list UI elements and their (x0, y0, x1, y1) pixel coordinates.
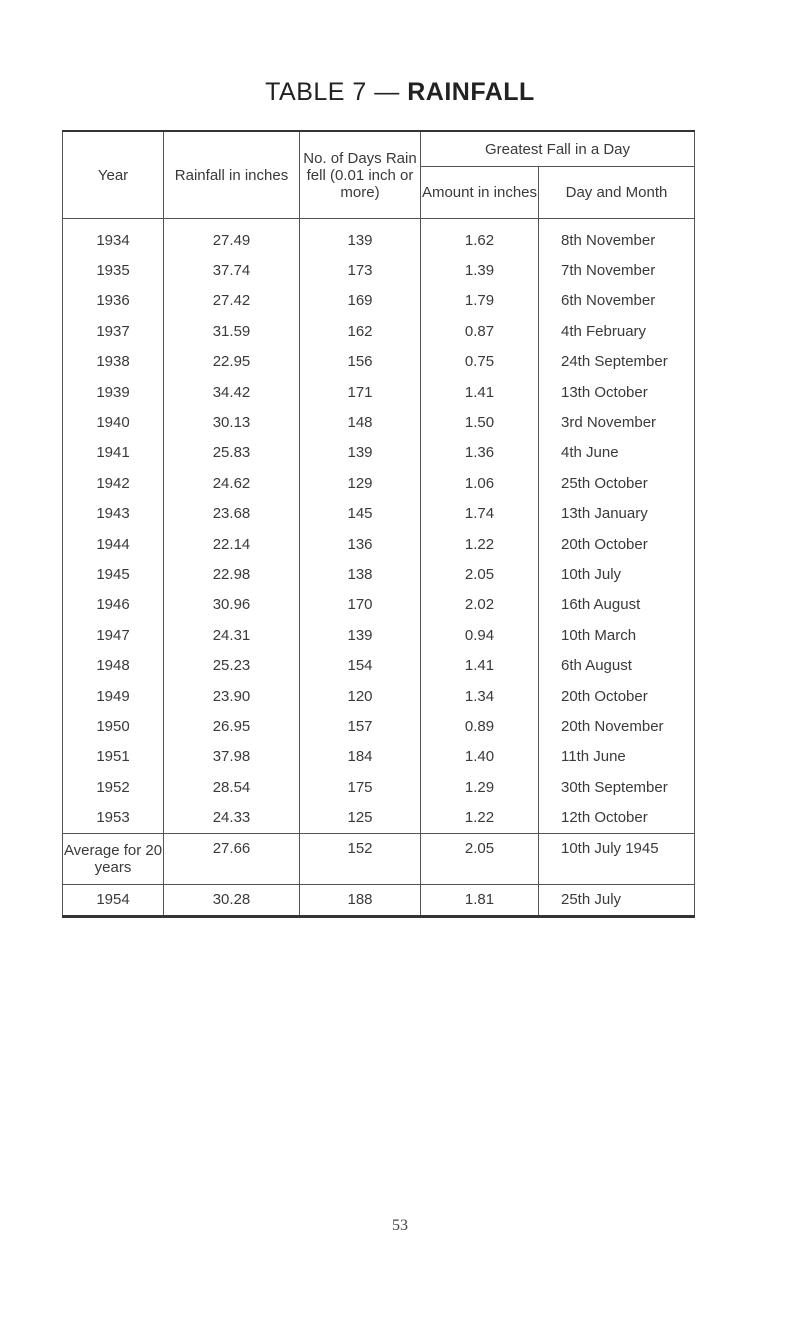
date-cell: 3rd November (539, 407, 695, 437)
year-cell: 1942 (63, 468, 164, 498)
days-cell: 156 (300, 347, 421, 377)
table-row (63, 802, 695, 833)
year-cell: 1951 (63, 742, 164, 772)
rainfall-cell: 27.49 (164, 219, 300, 256)
year-cell: 1938 (63, 347, 164, 377)
date-cell: 10th July (539, 559, 695, 589)
year-cell: 1947 (63, 620, 164, 650)
header-days: No. of Days Rain fell (0.01 inch or more) (300, 131, 421, 219)
amount-cell: 0.94 (421, 620, 539, 650)
rainfall-cell: 25.23 (164, 650, 300, 680)
rainfall-cell: 23.68 (164, 499, 300, 529)
date-cell: 13th January (539, 499, 695, 529)
date-cell: 20th November (539, 711, 695, 741)
amount-cell: 1.40 (421, 742, 539, 772)
year-cell: 1953 (63, 802, 164, 833)
rainfall-cell: 34.42 (164, 377, 300, 407)
amount-cell: 1.39 (421, 255, 539, 285)
amount-cell: 1.29 (421, 772, 539, 802)
header-year: Year (63, 131, 164, 219)
date-cell: 8th November (539, 219, 695, 256)
header-amount: Amount in inches (421, 167, 539, 219)
title-main: RAINFALL (407, 78, 535, 106)
days-cell: 162 (300, 316, 421, 346)
date-cell: 10th March (539, 620, 695, 650)
header-day-month: Day and Month (539, 167, 695, 219)
year-cell: 1940 (63, 407, 164, 437)
table-row (63, 468, 695, 498)
year-cell: 1952 (63, 772, 164, 802)
days-cell: 184 (300, 742, 421, 772)
average-amount: 2.05 (421, 833, 539, 884)
rainfall-cell: 37.74 (164, 255, 300, 285)
days-cell: 148 (300, 407, 421, 437)
amount-cell: 1.62 (421, 219, 539, 256)
year-cell: 1934 (63, 219, 164, 256)
year-cell: 1936 (63, 286, 164, 316)
rainfall-cell: 23.90 (164, 681, 300, 711)
days-cell: 171 (300, 377, 421, 407)
year-cell: 1935 (63, 255, 164, 285)
days-cell: 129 (300, 468, 421, 498)
days-cell: 125 (300, 802, 421, 833)
year-cell: 1948 (63, 650, 164, 680)
date-cell: 4th June (539, 438, 695, 468)
table-row (63, 559, 695, 589)
amount-cell: 1.22 (421, 529, 539, 559)
date-cell: 4th February (539, 316, 695, 346)
year-cell: 1939 (63, 377, 164, 407)
year-cell: 1950 (63, 711, 164, 741)
table-body (63, 219, 695, 834)
days-cell: 169 (300, 286, 421, 316)
year-cell: 1954 (63, 884, 164, 916)
table-row (63, 377, 695, 407)
year-cell: 1946 (63, 590, 164, 620)
rainfall-cell: 27.42 (164, 286, 300, 316)
days-cell: 136 (300, 529, 421, 559)
days-cell: 139 (300, 438, 421, 468)
days-cell: 145 (300, 499, 421, 529)
average-date: 10th July 1945 (539, 833, 695, 884)
rainfall-cell: 28.54 (164, 772, 300, 802)
table-row (63, 316, 695, 346)
amount-cell: 1.74 (421, 499, 539, 529)
date-cell: 24th September (539, 347, 695, 377)
rainfall-cell: 26.95 (164, 711, 300, 741)
table-row (63, 742, 695, 772)
date-cell: 25th October (539, 468, 695, 498)
date-cell: 16th August (539, 590, 695, 620)
page-number: 53 (392, 1217, 408, 1234)
year-cell: 1949 (63, 681, 164, 711)
title-prefix: TABLE 7 — (265, 78, 408, 106)
year-cell: 1944 (63, 529, 164, 559)
rainfall-cell: 30.13 (164, 407, 300, 437)
date-cell: 20th October (539, 681, 695, 711)
amount-cell: 2.02 (421, 590, 539, 620)
amount-cell: 1.81 (421, 884, 539, 916)
days-cell: 173 (300, 255, 421, 285)
date-cell: 13th October (539, 377, 695, 407)
rainfall-table (62, 130, 695, 918)
average-row (63, 833, 695, 884)
table-row (63, 681, 695, 711)
date-cell: 11th June (539, 742, 695, 772)
table-title (0, 78, 800, 107)
table-row (63, 407, 695, 437)
date-cell: 6th November (539, 286, 695, 316)
table-row (63, 347, 695, 377)
rainfall-cell: 30.96 (164, 590, 300, 620)
amount-cell: 1.79 (421, 286, 539, 316)
rainfall-cell: 24.62 (164, 468, 300, 498)
year-cell: 1941 (63, 438, 164, 468)
amount-cell: 1.36 (421, 438, 539, 468)
rainfall-cell: 24.33 (164, 802, 300, 833)
days-cell: 175 (300, 772, 421, 802)
table-row (63, 219, 695, 256)
year-cell: 1945 (63, 559, 164, 589)
amount-cell: 0.87 (421, 316, 539, 346)
days-cell: 170 (300, 590, 421, 620)
amount-cell: 1.22 (421, 802, 539, 833)
table-row (63, 286, 695, 316)
header-rainfall: Rainfall in inches (164, 131, 300, 219)
year-cell: 1937 (63, 316, 164, 346)
table-row (63, 438, 695, 468)
rainfall-cell: 37.98 (164, 742, 300, 772)
table-row (63, 255, 695, 285)
table-row (63, 499, 695, 529)
rainfall-cell: 22.95 (164, 347, 300, 377)
rainfall-cell: 25.83 (164, 438, 300, 468)
rainfall-cell: 22.14 (164, 529, 300, 559)
table-row (63, 772, 695, 802)
days-cell: 120 (300, 681, 421, 711)
days-cell: 139 (300, 219, 421, 256)
rainfall-cell: 31.59 (164, 316, 300, 346)
days-cell: 157 (300, 711, 421, 741)
table-row-1954 (63, 884, 695, 916)
rainfall-cell: 24.31 (164, 620, 300, 650)
table-row (63, 529, 695, 559)
table-row (63, 650, 695, 680)
amount-cell: 1.41 (421, 377, 539, 407)
table-row (63, 590, 695, 620)
amount-cell: 0.75 (421, 347, 539, 377)
date-cell: 20th October (539, 529, 695, 559)
average-rainfall: 27.66 (164, 833, 300, 884)
date-cell: 25th July (539, 884, 695, 916)
date-cell: 7th November (539, 255, 695, 285)
amount-cell: 1.41 (421, 650, 539, 680)
date-cell: 12th October (539, 802, 695, 833)
days-cell: 154 (300, 650, 421, 680)
table-row (63, 620, 695, 650)
average-days: 152 (300, 833, 421, 884)
days-cell: 139 (300, 620, 421, 650)
amount-cell: 1.34 (421, 681, 539, 711)
table-row (63, 711, 695, 741)
average-label: Average for 20 years (63, 833, 164, 884)
amount-cell: 0.89 (421, 711, 539, 741)
days-cell: 188 (300, 884, 421, 916)
amount-cell: 2.05 (421, 559, 539, 589)
date-cell: 6th August (539, 650, 695, 680)
header-greatest-fall: Greatest Fall in a Day (421, 131, 695, 167)
amount-cell: 1.06 (421, 468, 539, 498)
date-cell: 30th September (539, 772, 695, 802)
amount-cell: 1.50 (421, 407, 539, 437)
rainfall-cell: 22.98 (164, 559, 300, 589)
days-cell: 138 (300, 559, 421, 589)
year-cell: 1943 (63, 499, 164, 529)
rainfall-cell: 30.28 (164, 884, 300, 916)
